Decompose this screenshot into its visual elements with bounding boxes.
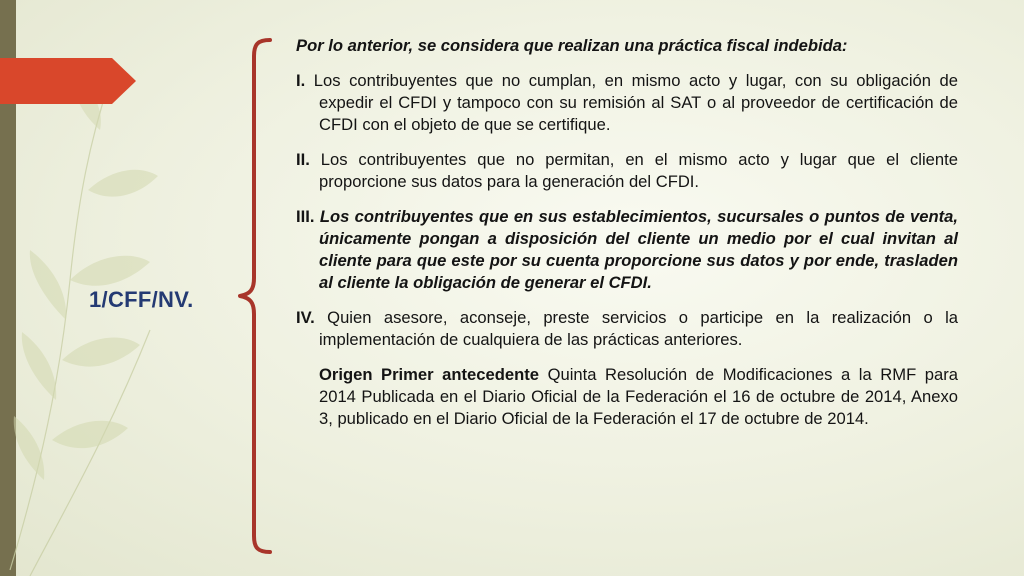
item-number: III. [296, 207, 315, 226]
item-number: II. [296, 150, 310, 169]
origin-text: Quinta Resolución de Modificaciones a la RMF para 2014 Publicada en el Diario Oficial de la Federación el 16 de octubre de 2014, Anexo 3, publicado en el Diario Oficial de la Federación el 17 de octubre de 2014. [319, 365, 958, 428]
list-item-4 [296, 307, 958, 351]
list-item-3 [296, 206, 958, 294]
list-item-2 [296, 149, 958, 193]
slide-main-label: 1/CFF/NV. [89, 287, 194, 312]
item-text: Los contribuyentes que no cumplan, en mismo acto y lugar, con su obligación de expedir el CFDI y tampoco con su remisión al SAT o al proveedor de certificación de CFDI con el objeto de que se certifique. [313, 71, 958, 134]
item-text: Quien asesore, aconseje, preste servicios o participe en la realización o la implementación de cualquiera de las prácticas anteriores. [319, 308, 958, 349]
item-number: I. [296, 71, 306, 90]
content-body [296, 35, 958, 430]
list-item-1 [296, 70, 958, 136]
origin-paragraph [296, 364, 958, 430]
item-number: IV. [296, 308, 315, 327]
origin-label: Origen Primer antecedente [319, 365, 540, 384]
item-text: Los contribuyentes que en sus establecimientos, sucursales o puntos de venta, únicamente pongan a disposición del cliente un medio por el cual invitan al cliente para que este por su cuenta proporcione sus datos y por ende, trasladen al cliente la obligación de generar el CFDI. [319, 207, 958, 292]
content-heading: Por lo anterior, se considera que realizan una práctica fiscal indebida: [296, 36, 848, 55]
left-bracket [236, 38, 284, 554]
red-arrow-banner [0, 58, 136, 104]
item-text: Los contribuyentes que no permitan, en el mismo acto y lugar que el cliente proporcione sus datos para la generación del CFDI. [319, 150, 958, 191]
